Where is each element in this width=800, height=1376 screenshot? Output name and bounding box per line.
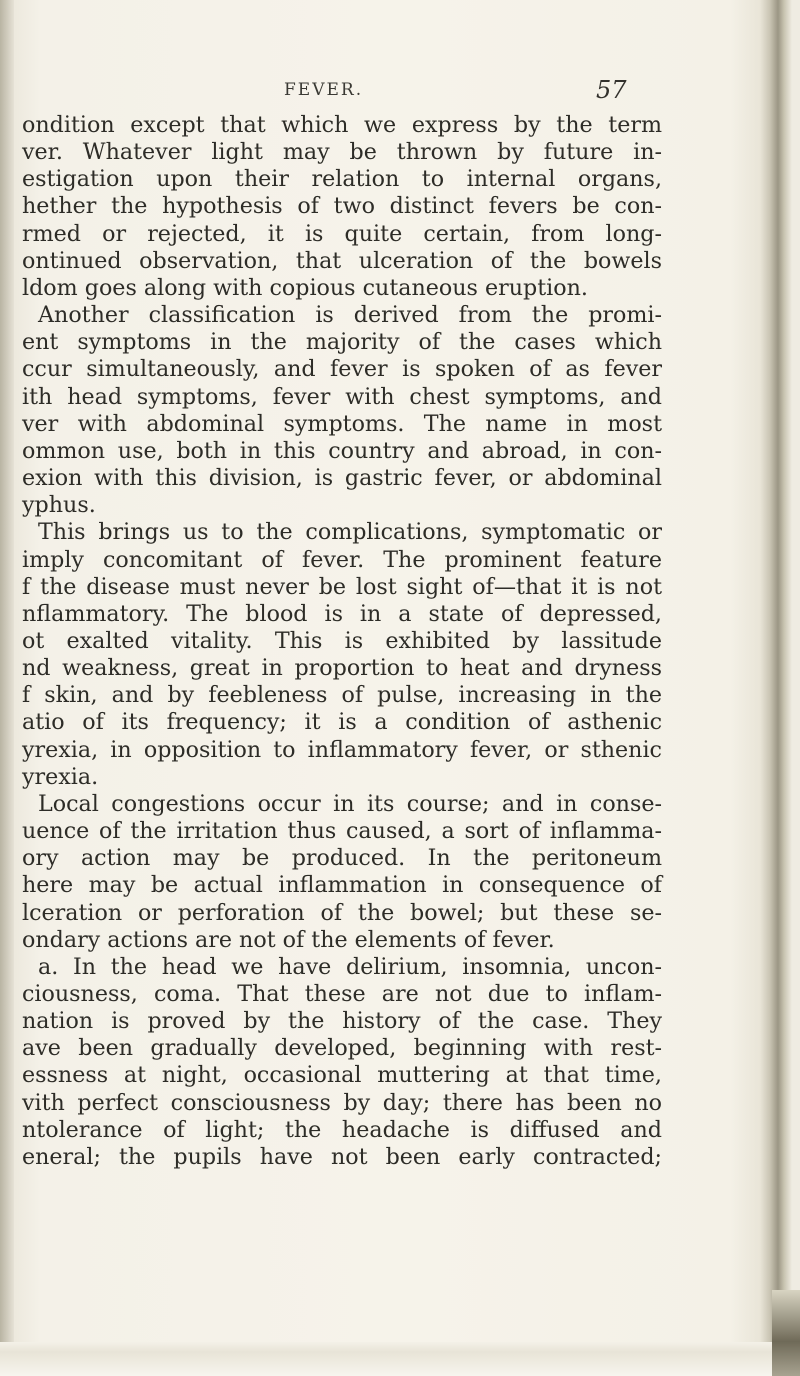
text-line: eneral; the pupils have not been early contracted; — [22, 1143, 662, 1170]
page-corner-edge — [772, 1290, 800, 1376]
text-line: ver with abdominal symptoms. The name in most — [22, 410, 662, 437]
text-line: This brings us to the complications, symptomatic or — [38, 519, 662, 546]
text-line: Another classification is derived from the promi- — [38, 302, 662, 329]
page-gutter-shadow — [0, 0, 14, 1376]
text-line: a. In the head we have delirium, insomnia, uncon- — [38, 953, 662, 980]
text-line: yphus. — [22, 492, 96, 519]
text-line: yrexia. — [22, 763, 99, 790]
text-line: nflammatory. The blood is in a state of depressed, — [22, 600, 662, 627]
text-line: vith perfect consciousness by day; there has been no — [22, 1089, 662, 1116]
text-line: ot exalted vitality. This is exhibited by lassitude — [22, 627, 662, 654]
text-line: here may be actual inflammation in consequence of — [22, 872, 662, 899]
text-line: ory action may be produced. In the peritoneum — [22, 845, 662, 872]
text-line: rmed or rejected, it is quite certain, from long- — [22, 220, 662, 247]
text-line: ldom goes along with copious cutaneous eruption. — [22, 274, 588, 301]
text-line: lceration or perforation of the bowel; but these se- — [22, 899, 662, 926]
text-line: atio of its frequency; it is a condition of asthenic — [22, 709, 662, 736]
text-line: nd weakness, great in proportion to heat and dryness — [22, 655, 662, 682]
text-line: ondition except that which we express by the term — [22, 112, 662, 138]
text-line: ent symptoms in the majority of the cases which — [22, 329, 662, 356]
text-line: ciousness, coma. That these are not due to inflam- — [22, 981, 662, 1007]
text-line: essness at night, occasional muttering at that time, — [22, 1062, 662, 1089]
text-line: nation is proved by the history of the case. They — [22, 1008, 662, 1035]
body-text — [22, 112, 662, 1171]
text-line: uence of the irritation thus caused, a sort of inflamma- — [22, 818, 662, 845]
page-header — [0, 76, 800, 110]
running-title: FEVER. — [284, 80, 364, 100]
text-line: ondary actions are not of the elements of fever. — [22, 926, 555, 953]
text-line: ave been gradually developed, beginning with rest- — [22, 1035, 662, 1062]
text-line: imply concomitant of fever. The prominent feature — [22, 546, 662, 573]
page-bottom-edge — [0, 1342, 800, 1376]
text-line: f the disease must never be lost sight of—that it is not — [22, 573, 662, 600]
text-line: ommon use, both in this country and abroad, in con- — [22, 437, 662, 464]
text-line: ver. Whatever light may be thrown by future in- — [22, 139, 662, 166]
page-number: 57 — [596, 76, 627, 104]
text-line: estigation upon their relation to internal organs, — [22, 166, 662, 193]
text-line: ntolerance of light; the headache is diffused and — [22, 1116, 662, 1143]
text-line: ontinued observation, that ulceration of the bowels — [22, 247, 662, 274]
text-line: yrexia, in opposition to inflammatory fever, or sthenic — [22, 736, 662, 763]
text-line: ccur simultaneously, and fever is spoken of as fever — [22, 356, 662, 383]
text-line: hether the hypothesis of two distinct fevers be con- — [22, 193, 662, 220]
text-line: ith head symptoms, fever with chest symptoms, and — [22, 383, 662, 410]
text-line: Local congestions occur in its course; and in conse- — [38, 790, 662, 817]
text-line: exion with this division, is gastric fever, or abdominal — [22, 465, 662, 492]
text-line: f skin, and by feebleness of pulse, increasing in the — [22, 682, 662, 709]
